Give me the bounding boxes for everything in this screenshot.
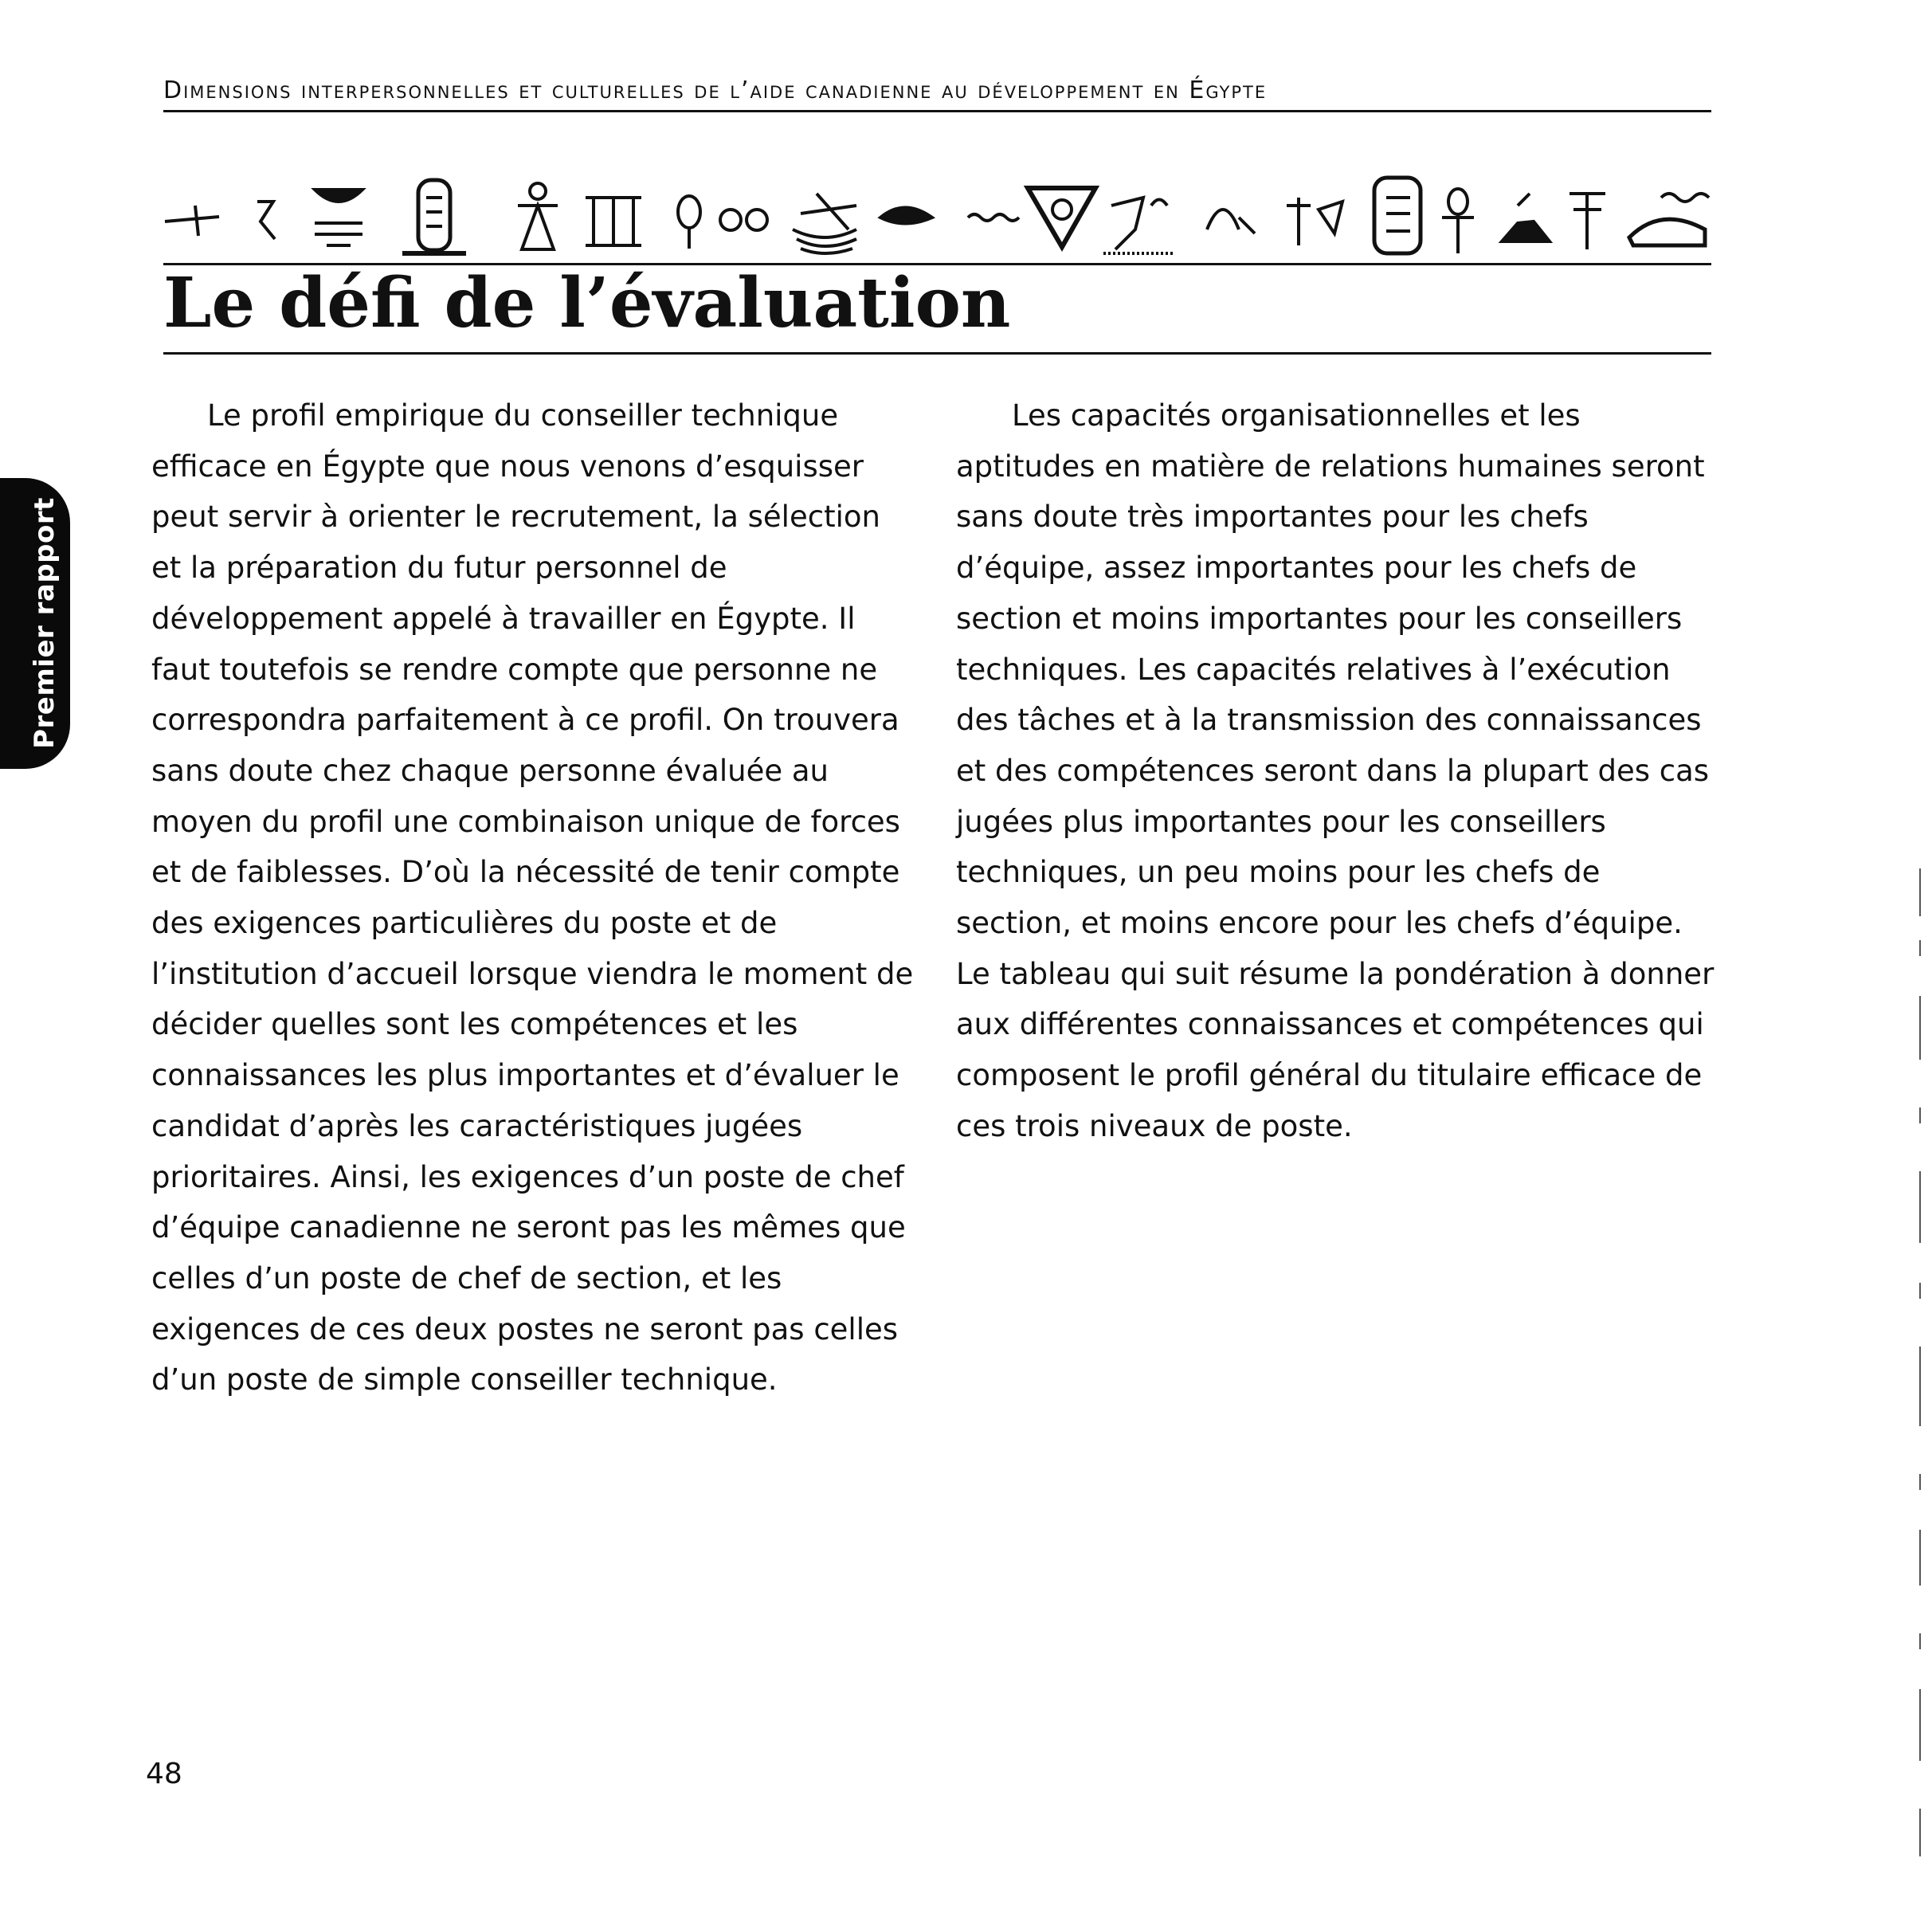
section-title: Le défi de l’évaluation (163, 263, 1011, 343)
right-column-paragraph: Les capacités organisationnelles et les aptitudes en matière de relations humaines seront sans doute très importantes pour les chefs d’équipe, assez importantes pour les chefs de section et moins importantes pour les conseillers techniques. Les capacités relatives à l’exécution des tâches et à la transmission des connaissances et des compétences seront dans la plupart des cas jugées plus importantes pour les conseillers techniques, un peu moins pour les chefs de section, et moins encore pour les chefs d’équipe. Le tableau qui suit résume la pondération à donner aux différentes connaissances et compétences qui composent le profil général du titulaire efficace de ces trois niveaux de poste. (956, 398, 1715, 1143)
right-column (956, 390, 1721, 1152)
title-bottom-rule (163, 352, 1711, 355)
left-column (151, 390, 916, 1405)
page-number: 48 (146, 1758, 182, 1790)
header-rule (163, 110, 1711, 112)
left-column-paragraph: Le profil empirique du conseiller technique efficace en Égypte que nous venons d’esquisser peut servir à orienter le recrutement, la sélection et la préparation du futur personnel de développement appelé à travailler en Égypte. Il faut toutefois se rendre compte que personne ne correspondra parfaitement à ce profil. On trouvera sans doute chez chaque personne évaluée au moyen du profil une combinaison unique de forces et de faiblesses. D’où la nécessité de tenir compte des exigences particulières du poste et de l’institution d’accueil lorsque viendra le moment de décider quelles sont les compétences et les connaissances les plus importantes et d’évaluer le candidat d’après les caractéristiques jugées prioritaires. Ainsi, les exigences d’un poste de chef d’équipe canadienne ne seront pas les mêmes que celles d’un poste de chef de section, et les exigences de ces deux postes ne seront pas celles d’un poste de simple conseiller technique. (151, 398, 914, 1397)
side-tab-label: Premier rapport (29, 497, 61, 749)
running-header: Dimensions interpersonnelles et culturelles de l’aide canadienne au développement en Égypte (163, 76, 1268, 104)
hieroglyph-frieze-icon (163, 174, 1713, 261)
scan-edge-marks (1912, 868, 1928, 1856)
